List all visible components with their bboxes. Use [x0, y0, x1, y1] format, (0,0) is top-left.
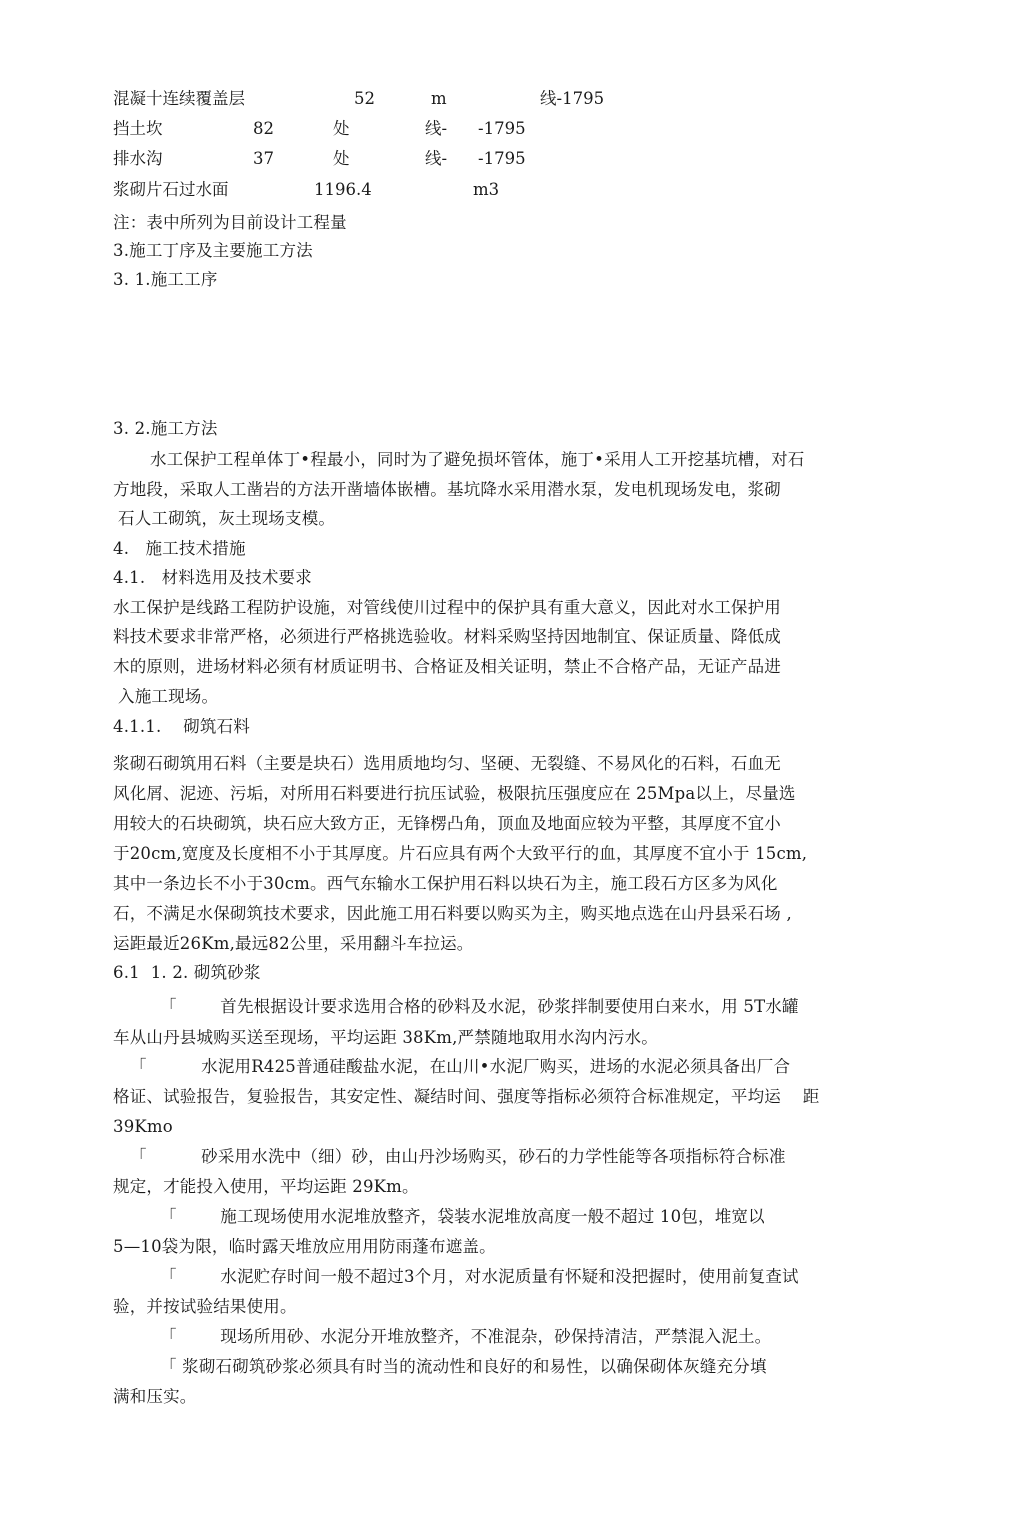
- item-quantity: 1196.4: [314, 180, 372, 199]
- paragraph-line: 「 砂采用水洗中（细）砂，由山丹沙场购买，砂石的力学性能等各项指标符合标准: [130, 1147, 786, 1166]
- paragraph-line: 格证、试验报告，复验报告，其安定性、凝结时间、强度等指标必须符合标准规定，平均运 距: [113, 1087, 820, 1106]
- item-quantity: 52: [354, 89, 375, 108]
- paragraph-line: 风化屑、泥迹、污垢，对所用石料要进行抗压试验，极限抗压强度应在 25Mpa以上，尽量选: [113, 784, 796, 803]
- item-name: 浆砌片石过水面: [113, 180, 229, 199]
- table-row: [0, 148, 1024, 172]
- item-unit: m3: [473, 180, 500, 199]
- paragraph-line: 方地段，采取人工凿岩的方法开凿墙体嵌槽。基坑降水采用潜水泵，发电机现场发电，浆砌: [113, 480, 781, 499]
- paragraph-line: 「 浆砌石砌筑砂浆必须具有时当的流动性和良好的和易性，以确保砌体灰缝充分填: [160, 1357, 767, 1376]
- subsection-heading: 4.1.1. 砌筑石料: [113, 717, 251, 736]
- paragraph-line: 「 水泥用R425普通硅酸盐水泥，在山川•水泥厂购买，进场的水泥必须具备出厂合: [130, 1057, 791, 1076]
- item-unit: 处: [333, 119, 350, 138]
- table-row: [0, 179, 1024, 203]
- table-row: [0, 88, 1024, 112]
- paragraph-line: 于20cm,宽度及长度相不小于其厚度。片石应具有两个大致平行的血，其厚度不宜小于 15cm,: [113, 844, 808, 863]
- item-scope-value: -1795: [478, 119, 526, 138]
- paragraph-line: 运距最近26Km,最远82公里，采用翻斗车拉运。: [113, 934, 474, 953]
- paragraph-line: 39Kmo: [113, 1117, 173, 1136]
- paragraph-line: 料技术要求非常严格，必须进行严格挑选验收。材料采购坚持因地制宜、保证质量、降低成: [113, 627, 781, 646]
- item-scope-value: -1795: [478, 149, 526, 168]
- item-name: 混凝十连续覆盖层: [113, 89, 245, 108]
- item-name: 挡土坎: [113, 119, 163, 138]
- item-unit: 处: [333, 149, 350, 168]
- paragraph-line: 验，并按试验结果使用。: [113, 1297, 297, 1316]
- paragraph-line: 规定，才能投入使用，平均运距 29Km。: [113, 1177, 419, 1196]
- item-quantity: 37: [253, 149, 274, 168]
- item-scope: 线-: [425, 149, 448, 168]
- section-heading: 3.施工丁序及主要施工方法: [113, 241, 313, 260]
- paragraph-line: 水工保护工程单体丁•程最小，同时为了避免损坏管体，施丁•采用人工开挖基坑槽，对石: [150, 450, 805, 469]
- paragraph-line: 「 水泥贮存时间一般不超过3个月，对水泥质量有怀疑和没把握时，使用前复查试: [160, 1267, 799, 1286]
- paragraph-line: 水工保护是线路工程防护设施，对管线使川过程中的保护具有重大意义，因此对水工保护用: [113, 598, 781, 617]
- paragraph-line: 其中一条边长不小于30cm。西气东输水工保护用石料以块石为主，施工段石方区多为风化: [113, 874, 778, 893]
- subsection-heading: 6.1 1. 2. 砌筑砂浆: [113, 963, 261, 982]
- item-scope: 线-1795: [540, 89, 605, 108]
- paragraph-line: 浆砌石砌筑用石料（主要是块石）选用质地均匀、坚硬、无裂缝、不易风化的石料，石血无: [113, 754, 781, 773]
- paragraph-line: 「 施工现场使用水泥堆放整齐，袋装水泥堆放高度一般不超过 10包，堆宽以: [160, 1207, 765, 1226]
- paragraph-line: 用较大的石块砌筑，块石应大致方正，无锋楞凸角，顶血及地面应较为平整，其厚度不宜小: [113, 814, 781, 833]
- subsection-heading: 3. 2.施工方法: [113, 419, 218, 438]
- subsection-heading: 3. 1.施工工序: [113, 270, 218, 289]
- paragraph-line: 「 首先根据设计要求选用合格的砂料及水泥，砂浆拌制要使用白来水，用 5T水罐: [160, 997, 799, 1016]
- paragraph-line: 「 现场所用砂、水泥分开堆放整齐，不准混杂，砂保持清洁，严禁混入泥土。: [160, 1327, 772, 1346]
- paragraph-line: 石，不满足水保砌筑技术要求，因此施工用石料要以购买为主，购买地点选在山丹县采石场 ,: [113, 904, 792, 923]
- item-scope: 线-: [425, 119, 448, 138]
- table-row: [0, 118, 1024, 142]
- paragraph-line: 满和压实。: [113, 1387, 197, 1406]
- paragraph-line: 木的原则，进场材料必须有材质证明书、合格证及相关证明，禁止不合格产品，无证产品进: [113, 657, 781, 676]
- paragraph-line: 5—10袋为限，临时露天堆放应用用防雨蓬布遮盖。: [113, 1237, 496, 1256]
- paragraph-line: 入施工现场。: [118, 687, 219, 706]
- subsection-heading: 4.1. 材料选用及技术要求: [113, 568, 312, 587]
- table-note: 注：表中所列为目前设计工程量: [113, 213, 347, 232]
- paragraph-line: 石人工砌筑，灰土现场支模。: [118, 509, 336, 528]
- section-heading: 4. 施工技术措施: [113, 539, 246, 558]
- item-unit: m: [431, 89, 447, 108]
- paragraph-line: 车从山丹县城购买送至现场，平均运距 38Km,严禁随地取用水沟内污水。: [113, 1028, 658, 1047]
- item-quantity: 82: [253, 119, 274, 138]
- item-name: 排水沟: [113, 149, 163, 168]
